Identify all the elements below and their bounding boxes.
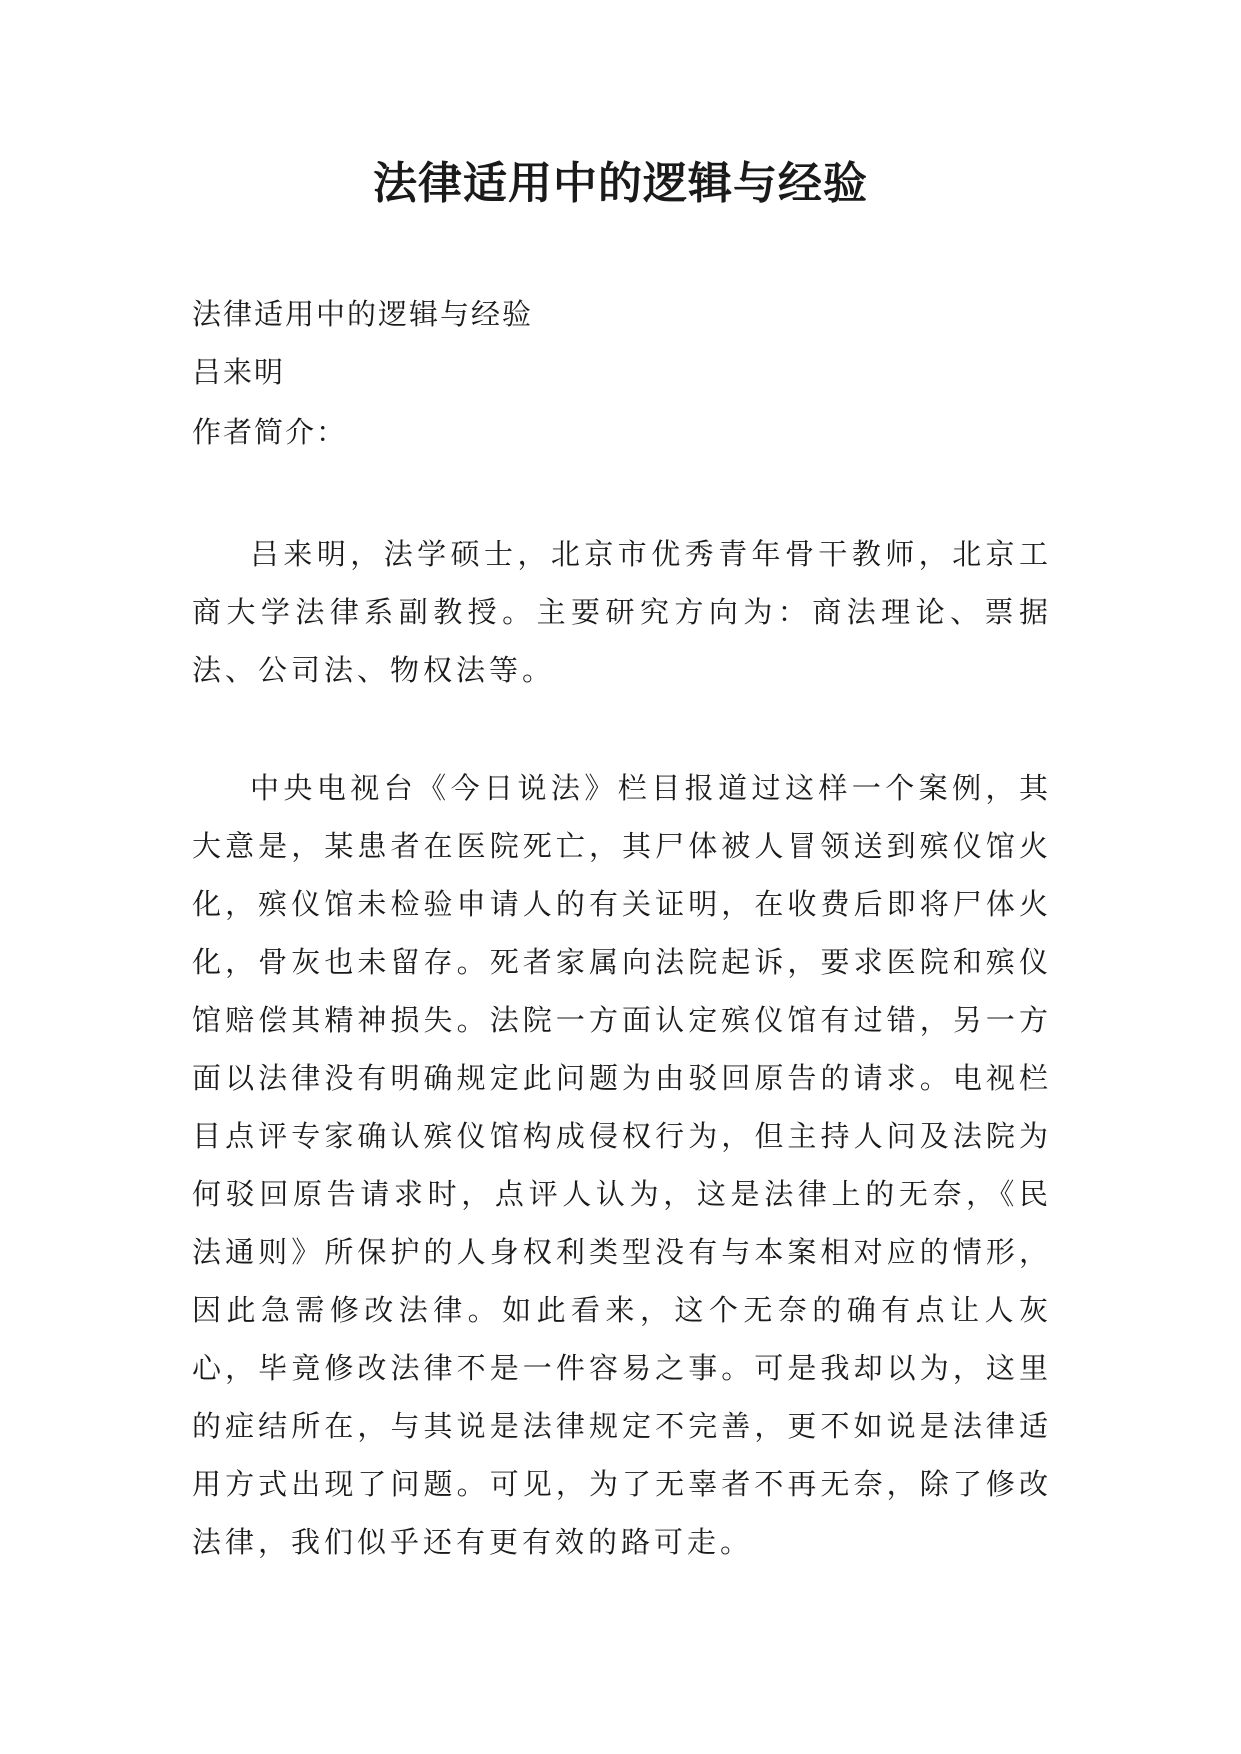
article-title-line: 法律适用中的逻辑与经验 [192, 297, 534, 331]
author-intro-label: 作者简介： [192, 415, 348, 449]
author-bio-paragraph: 吕来明，法学硕士，北京市优秀青年骨干教师，北京工商大学法律系副教授。主要研究方向为：商法理论、票据法、公司法、物权法等。 [192, 537, 1052, 687]
document-title: 法律适用中的逻辑与经验 [373, 158, 868, 209]
author-name: 吕来明 [192, 355, 286, 389]
case-paragraph: 中央电视台《今日说法》栏目报道过这样一个案例，其大意是，某患者在医院死亡，其尸体被人冒领送到殡仪馆火化，殡仪馆未检验申请人的有关证明，在收费后即将尸体火化，骨灰也未留存。死者家属向法院起诉，要求医院和殡仪馆赔偿其精神损失。法院一方面认定殡仪馆有过错，另一方面以法律没有明确规定此问题为由驳回原告的请求。电视栏目点评专家确认殡仪馆构成侵权行为，但主持人问及法院为何驳回原告请求时，点评人认为，这是法律上的无奈，《民法通则》所保护的人身权利类型没有与本案相对应的情形，因此急需修改法律。如此看来，这个无奈的确有点让人灰心，毕竟修改法律不是一件容易之事。可是我却以为，这里的症结所在，与其说是法律规定不完善，更不如说是法律适用方式出现了问题。可见，为了无辜者不再无奈，除了修改法律，我们似乎还有更有效的路可走。 [192, 771, 1052, 1559]
